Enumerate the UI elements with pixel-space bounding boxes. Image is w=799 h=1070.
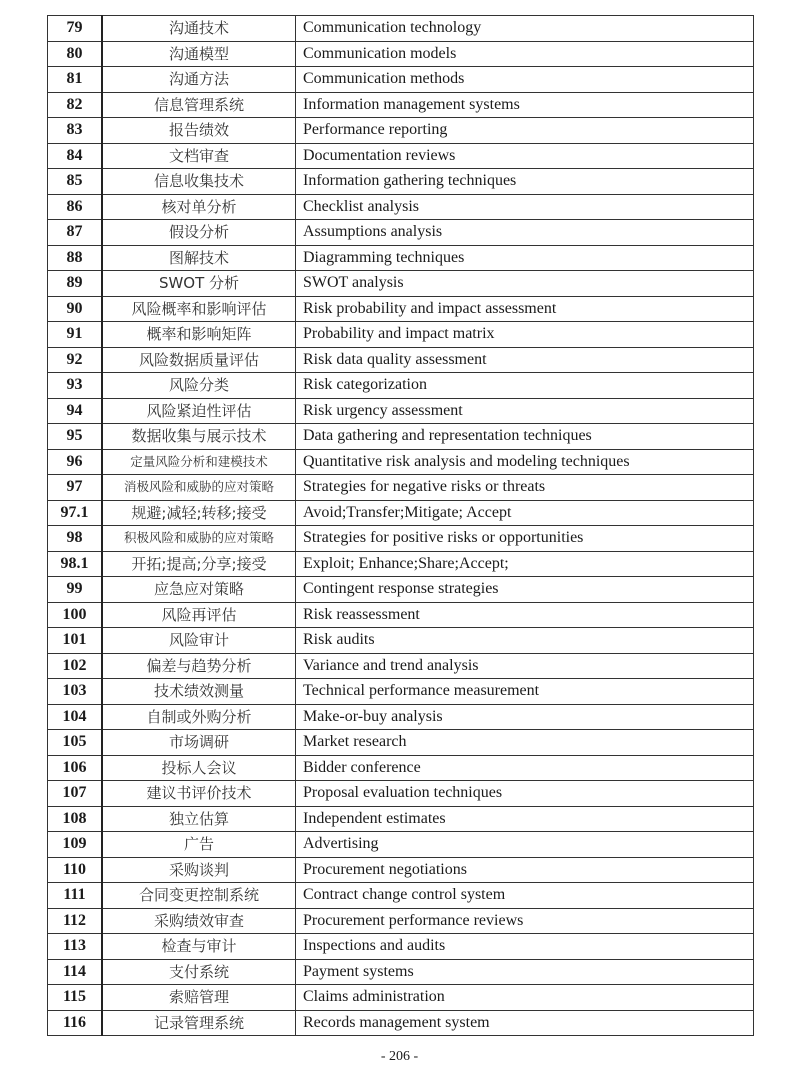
row-number: 109 [48, 832, 103, 858]
table-row [48, 653, 754, 679]
chinese-term: 建议书评价技术 [102, 781, 296, 807]
table-row [48, 67, 754, 93]
row-number: 84 [48, 143, 103, 169]
chinese-term: 开拓;提高;分享;接受 [102, 551, 296, 577]
table-row [48, 118, 754, 144]
chinese-term: 检查与审计 [102, 934, 296, 960]
table-row [48, 220, 754, 246]
table-row [48, 1010, 754, 1036]
row-number: 103 [48, 679, 103, 705]
chinese-term: 独立估算 [102, 806, 296, 832]
chinese-term: 自制或外购分析 [102, 704, 296, 730]
table-row [48, 41, 754, 67]
chinese-term: 市场调研 [102, 730, 296, 756]
row-number: 111 [48, 883, 103, 909]
english-term: Communication technology [296, 16, 754, 42]
table-row [48, 781, 754, 807]
row-number: 92 [48, 347, 103, 373]
table-row [48, 857, 754, 883]
chinese-term: 消极风险和威胁的应对策略 [102, 475, 296, 501]
english-term: Inspections and audits [296, 934, 754, 960]
table-row [48, 526, 754, 552]
table-row [48, 16, 754, 42]
chinese-term: 沟通技术 [102, 16, 296, 42]
table-row [48, 449, 754, 475]
english-term: Risk categorization [296, 373, 754, 399]
row-number: 99 [48, 577, 103, 603]
table-row [48, 373, 754, 399]
table-row [48, 500, 754, 526]
row-number: 112 [48, 908, 103, 934]
table-row [48, 730, 754, 756]
english-term: Diagramming techniques [296, 245, 754, 271]
table-row [48, 92, 754, 118]
english-term: Checklist analysis [296, 194, 754, 220]
english-term: Records management system [296, 1010, 754, 1036]
chinese-term: 信息管理系统 [102, 92, 296, 118]
english-term: Data gathering and representation techniques [296, 424, 754, 450]
english-term: Payment systems [296, 959, 754, 985]
chinese-term: 概率和影响矩阵 [102, 322, 296, 348]
english-term: Procurement negotiations [296, 857, 754, 883]
chinese-term: 积极风险和威胁的应对策略 [102, 526, 296, 552]
chinese-term: 偏差与趋势分析 [102, 653, 296, 679]
chinese-term: SWOT 分析 [102, 271, 296, 297]
chinese-term: 记录管理系统 [102, 1010, 296, 1036]
table-row [48, 883, 754, 909]
english-term: Risk reassessment [296, 602, 754, 628]
chinese-term: 风险数据质量评估 [102, 347, 296, 373]
row-number: 105 [48, 730, 103, 756]
english-term: Procurement performance reviews [296, 908, 754, 934]
english-term: Risk audits [296, 628, 754, 654]
english-term: Variance and trend analysis [296, 653, 754, 679]
table-row [48, 347, 754, 373]
english-term: Communication models [296, 41, 754, 67]
english-term: Risk probability and impact assessment [296, 296, 754, 322]
chinese-term: 假设分析 [102, 220, 296, 246]
table-row [48, 398, 754, 424]
english-term: Claims administration [296, 985, 754, 1011]
row-number: 79 [48, 16, 103, 42]
row-number: 115 [48, 985, 103, 1011]
row-number: 91 [48, 322, 103, 348]
table-row [48, 832, 754, 858]
chinese-term: 规避;减轻;转移;接受 [102, 500, 296, 526]
english-term: Contingent response strategies [296, 577, 754, 603]
table-row [48, 194, 754, 220]
english-term: Bidder conference [296, 755, 754, 781]
table-row [48, 271, 754, 297]
english-term: Strategies for negative risks or threats [296, 475, 754, 501]
row-number: 97.1 [48, 500, 103, 526]
row-number: 96 [48, 449, 103, 475]
row-number: 101 [48, 628, 103, 654]
table-row [48, 934, 754, 960]
chinese-term: 定量风险分析和建模技术 [102, 449, 296, 475]
chinese-term: 风险分类 [102, 373, 296, 399]
table-row [48, 577, 754, 603]
row-number: 89 [48, 271, 103, 297]
chinese-term: 文档审查 [102, 143, 296, 169]
table-row [48, 602, 754, 628]
chinese-term: 支付系统 [102, 959, 296, 985]
row-number: 86 [48, 194, 103, 220]
row-number: 93 [48, 373, 103, 399]
table-row [48, 679, 754, 705]
chinese-term: 报告绩效 [102, 118, 296, 144]
english-term: Exploit; Enhance;Share;Accept; [296, 551, 754, 577]
english-term: Proposal evaluation techniques [296, 781, 754, 807]
chinese-term: 索赔管理 [102, 985, 296, 1011]
english-term: Information gathering techniques [296, 169, 754, 195]
table-row [48, 322, 754, 348]
chinese-term: 广告 [102, 832, 296, 858]
row-number: 98.1 [48, 551, 103, 577]
english-term: Communication methods [296, 67, 754, 93]
table-row [48, 169, 754, 195]
row-number: 106 [48, 755, 103, 781]
english-term: Make-or-buy analysis [296, 704, 754, 730]
row-number: 95 [48, 424, 103, 450]
chinese-term: 图解技术 [102, 245, 296, 271]
row-number: 80 [48, 41, 103, 67]
table-row [48, 424, 754, 450]
chinese-term: 核对单分析 [102, 194, 296, 220]
english-term: Technical performance measurement [296, 679, 754, 705]
row-number: 85 [48, 169, 103, 195]
row-number: 102 [48, 653, 103, 679]
row-number: 81 [48, 67, 103, 93]
row-number: 94 [48, 398, 103, 424]
chinese-term: 风险再评估 [102, 602, 296, 628]
row-number: 83 [48, 118, 103, 144]
english-term: Avoid;Transfer;Mitigate; Accept [296, 500, 754, 526]
table-row [48, 296, 754, 322]
page-number: - 206 - [380, 1049, 419, 1064]
english-term: Performance reporting [296, 118, 754, 144]
chinese-term: 沟通模型 [102, 41, 296, 67]
table-row [48, 628, 754, 654]
english-term: SWOT analysis [296, 271, 754, 297]
english-term: Contract change control system [296, 883, 754, 909]
row-number: 97 [48, 475, 103, 501]
row-number: 108 [48, 806, 103, 832]
chinese-term: 投标人会议 [102, 755, 296, 781]
row-number: 110 [48, 857, 103, 883]
row-number: 87 [48, 220, 103, 246]
table-row [48, 704, 754, 730]
table-row [48, 475, 754, 501]
row-number: 82 [48, 92, 103, 118]
glossary-table [47, 15, 754, 1036]
english-term: Independent estimates [296, 806, 754, 832]
english-term: Risk urgency assessment [296, 398, 754, 424]
english-term: Strategies for positive risks or opportunities [296, 526, 754, 552]
english-term: Information management systems [296, 92, 754, 118]
table-row [48, 755, 754, 781]
chinese-term: 采购谈判 [102, 857, 296, 883]
english-term: Assumptions analysis [296, 220, 754, 246]
row-number: 98 [48, 526, 103, 552]
english-term: Risk data quality assessment [296, 347, 754, 373]
english-term: Probability and impact matrix [296, 322, 754, 348]
row-number: 116 [48, 1010, 103, 1036]
chinese-term: 采购绩效审查 [102, 908, 296, 934]
chinese-term: 技术绩效测量 [102, 679, 296, 705]
row-number: 88 [48, 245, 103, 271]
glossary-table-body [48, 16, 754, 1036]
row-number: 104 [48, 704, 103, 730]
row-number: 114 [48, 959, 103, 985]
table-row [48, 985, 754, 1011]
chinese-term: 信息收集技术 [102, 169, 296, 195]
english-term: Market research [296, 730, 754, 756]
chinese-term: 风险审计 [102, 628, 296, 654]
table-row [48, 143, 754, 169]
table-row [48, 908, 754, 934]
row-number: 90 [48, 296, 103, 322]
chinese-term: 数据收集与展示技术 [102, 424, 296, 450]
english-term: Advertising [296, 832, 754, 858]
table-row [48, 959, 754, 985]
chinese-term: 应急应对策略 [102, 577, 296, 603]
english-term: Quantitative risk analysis and modeling techniques [296, 449, 754, 475]
chinese-term: 风险紧迫性评估 [102, 398, 296, 424]
row-number: 107 [48, 781, 103, 807]
chinese-term: 风险概率和影响评估 [102, 296, 296, 322]
chinese-term: 合同变更控制系统 [102, 883, 296, 909]
english-term: Documentation reviews [296, 143, 754, 169]
table-row [48, 245, 754, 271]
table-row [48, 551, 754, 577]
row-number: 113 [48, 934, 103, 960]
chinese-term: 沟通方法 [102, 67, 296, 93]
row-number: 100 [48, 602, 103, 628]
table-row [48, 806, 754, 832]
